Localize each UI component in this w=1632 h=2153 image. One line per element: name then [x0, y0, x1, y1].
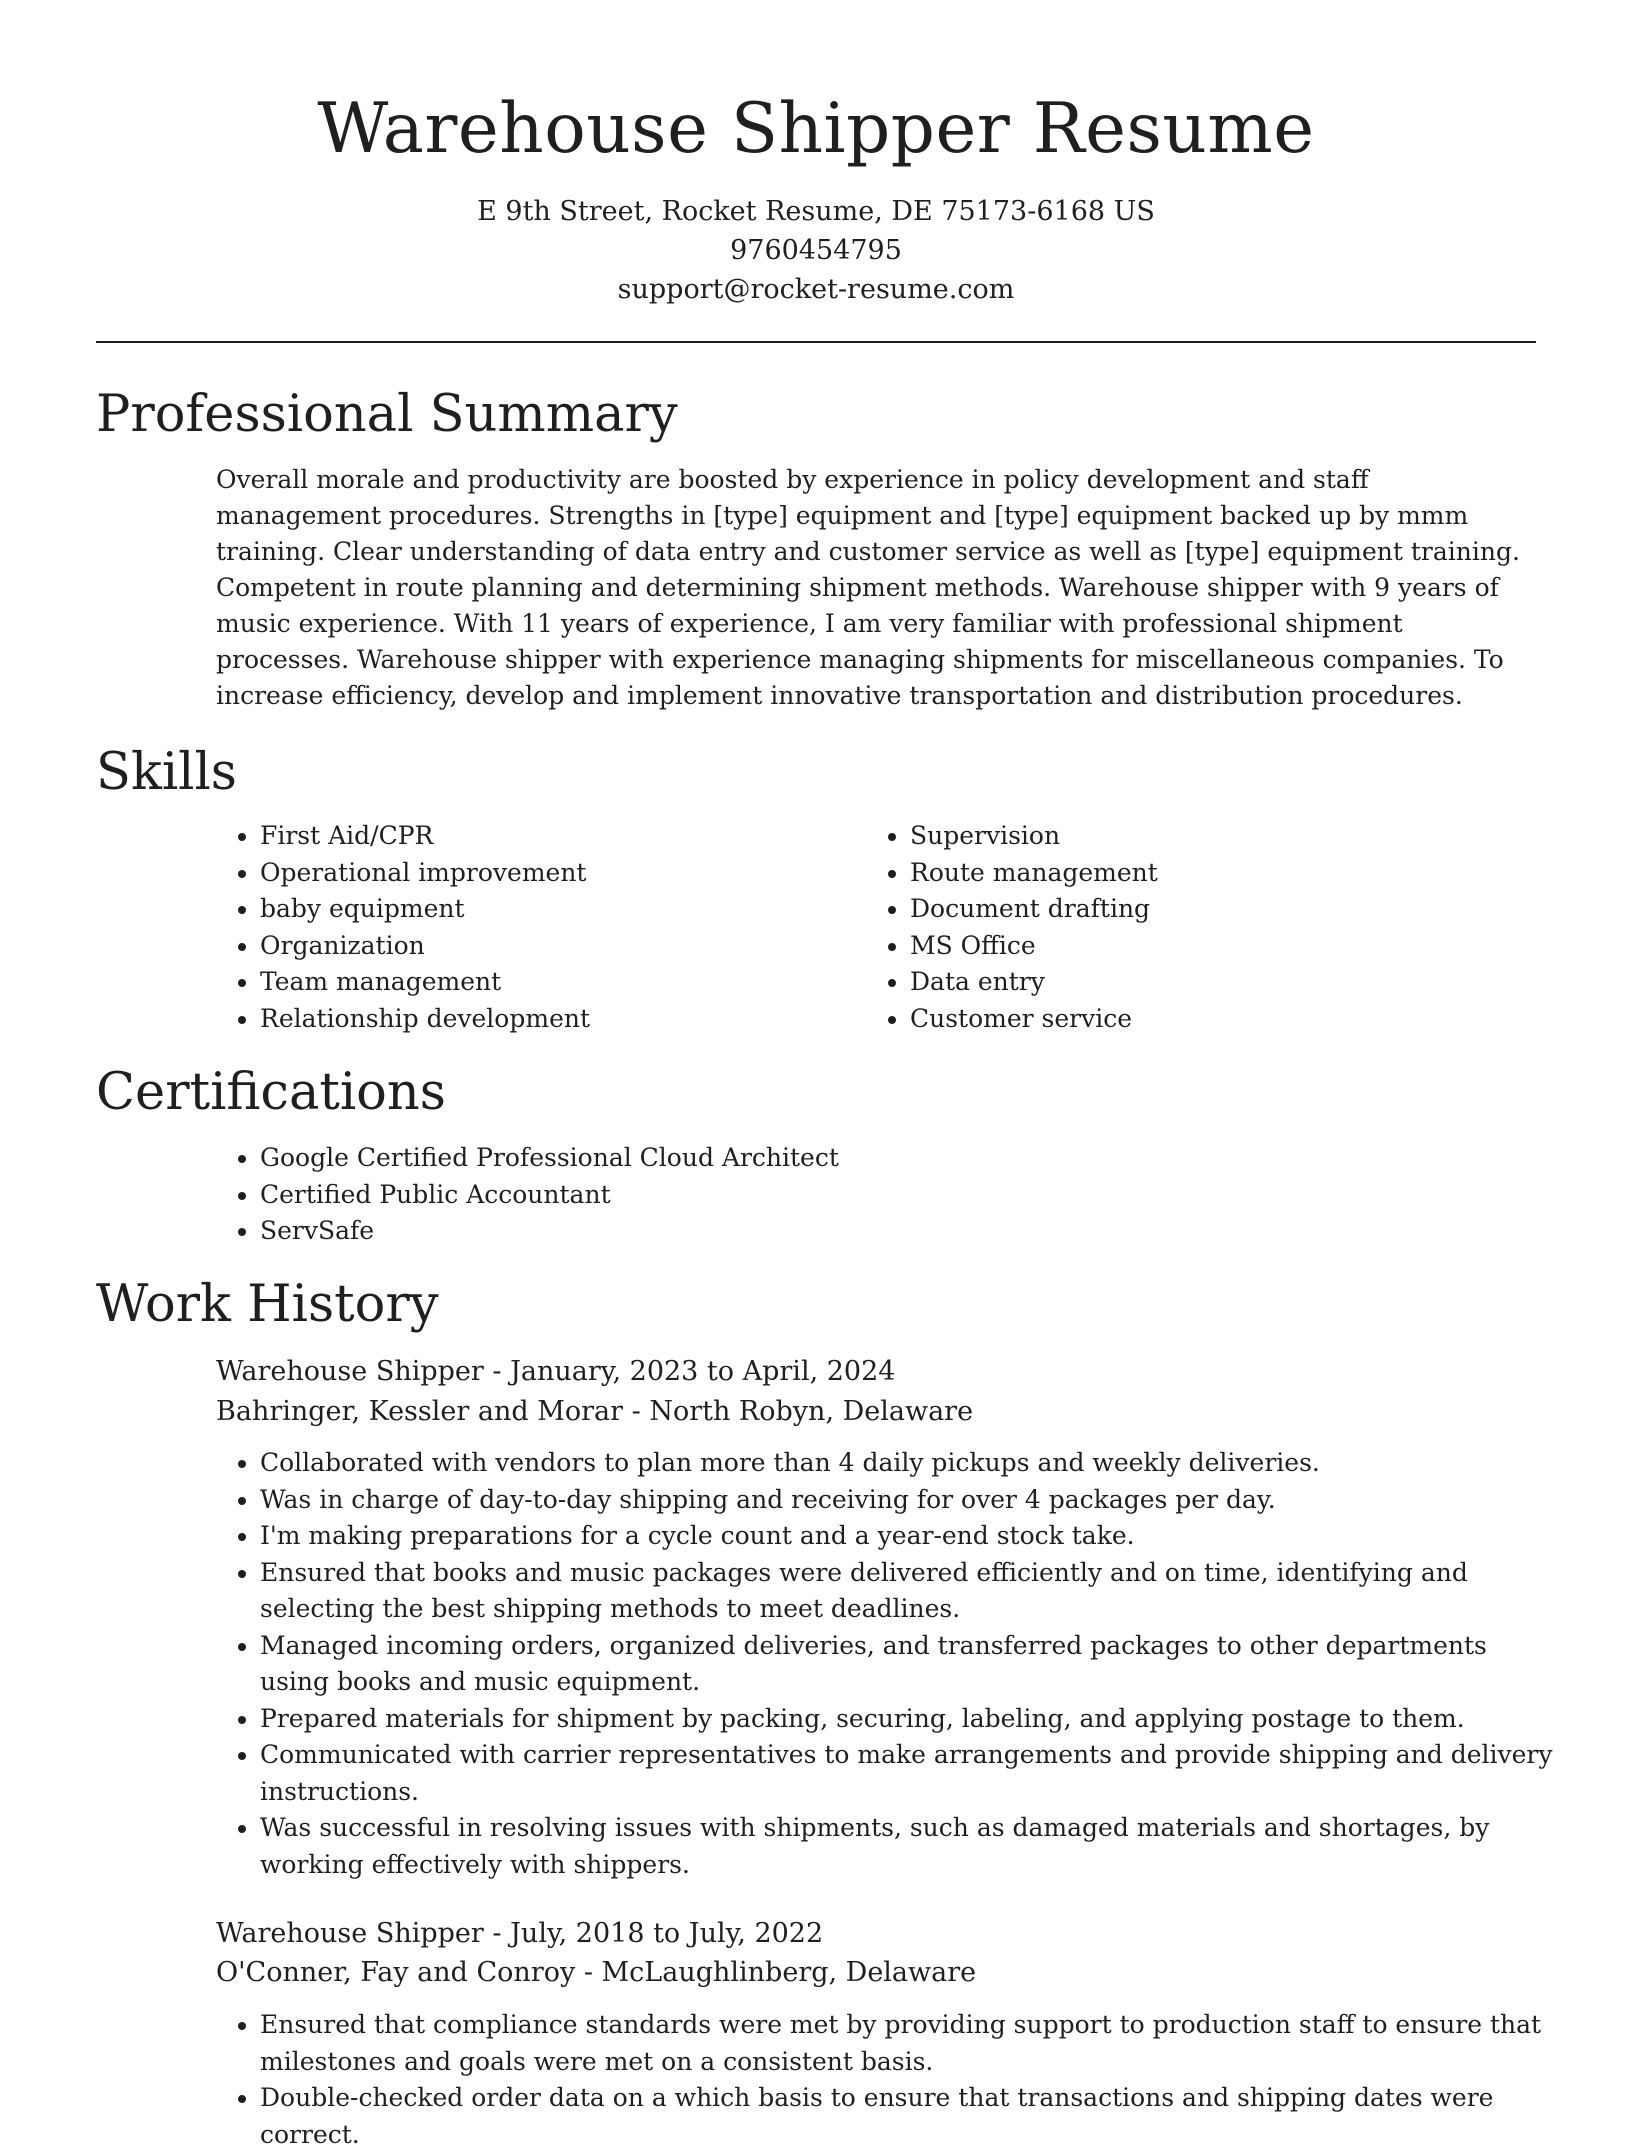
job-company: O'Conner, Fay and Conroy — [216, 1957, 576, 1988]
skill-item: • Operational improvement — [260, 855, 850, 892]
job-location: - McLaughlinberg, Delaware — [575, 1957, 977, 1988]
job-title-line — [216, 1352, 895, 1391]
address: E 9th Street, Rocket Resume, DE 75173-6168 US — [477, 196, 1155, 227]
job-title-line — [216, 1914, 823, 1953]
job-bullet: • Prepared materials for shipment by packing, securing, labeling, and applying postage to them. — [260, 1701, 1560, 1738]
job-bullet: • Double-checked order data on a which basis to ensure that transactions and shipping dates were correct. — [260, 2080, 1560, 2153]
work-history-heading: Work History — [96, 1275, 439, 1334]
skills-list-right — [866, 818, 1510, 1037]
certifications-list — [216, 1140, 1560, 1250]
job-bullet: • Managed incoming orders, organized deliveries, and transferred packages to other departments using books and music equipment. — [260, 1628, 1560, 1701]
job-company-line — [216, 1953, 976, 1992]
job-title: Warehouse Shipper — [216, 1918, 484, 1949]
header-divider — [96, 341, 1536, 343]
summary-heading: Professional Summary — [96, 385, 678, 444]
skill-item: • MS Office — [910, 928, 1510, 965]
skills-list-left — [216, 818, 850, 1037]
job-bullets — [216, 1445, 1560, 1883]
skill-item: • Supervision — [910, 818, 1510, 855]
skill-item: • Relationship development — [260, 1001, 850, 1038]
job-bullet: • Ensured that books and music packages were delivered efficiently and on time, identifying and selecting the best shipping methods to meet deadlines. — [260, 1555, 1560, 1628]
contact-block — [0, 192, 1632, 309]
skill-item: • Data entry — [910, 964, 1510, 1001]
job-dates: - January, 2023 to April, 2024 — [483, 1356, 896, 1387]
skill-item: • First Aid/CPR — [260, 818, 850, 855]
certification-item: • Certified Public Accountant — [260, 1177, 1560, 1214]
job-location: - North Robyn, Delaware — [623, 1396, 974, 1427]
skill-item: • Customer service — [910, 1001, 1510, 1038]
phone: 9760454795 — [730, 235, 902, 266]
job-bullet: • Was in charge of day-to-day shipping and receiving for over 4 packages per day. — [260, 1482, 1560, 1519]
job-bullet: • I'm making preparations for a cycle count and a year-end stock take. — [260, 1518, 1560, 1555]
job-dates: - July, 2018 to July, 2022 — [483, 1918, 824, 1949]
email: support@rocket-resume.com — [617, 274, 1015, 305]
summary-text: Overall morale and productivity are boosted by experience in policy development and staff management procedures. Strengths in [type] equipment and [type] equipment backed up by mmm training. Clear understanding of data entry and customer service as well as [type] equipment training. Competent in route planning and determining shipment methods. Warehouse shipper with 9 years of music experience. With 11 years of experience, I am very familiar with professional shipment processes. Warehouse shipper with experience managing shipments for miscellaneous companies. To increase efficiency, develop and implement innovative transportation and distribution procedures. — [216, 465, 1520, 710]
job-bullet: • Communicated with carrier representatives to make arrangements and provide shipping and delivery instructions. — [260, 1737, 1560, 1810]
skill-item: • Document drafting — [910, 891, 1510, 928]
skill-item: • Route management — [910, 855, 1510, 892]
certifications-heading: Certifications — [96, 1063, 446, 1122]
certification-item: • ServSafe — [260, 1213, 1560, 1250]
certification-item: • Google Certified Professional Cloud Architect — [260, 1140, 1560, 1177]
job-bullet: • Was successful in resolving issues with shipments, such as damaged materials and shortages, by working effectively with shippers. — [260, 1810, 1560, 1883]
skill-item: • Team management — [260, 964, 850, 1001]
resume-title: Warehouse Shipper Resume — [317, 89, 1315, 169]
job-bullet: • Ensured that compliance standards were met by providing support to production staff to ensure that milestones and goals were met on a consistent basis. — [260, 2007, 1560, 2080]
job-title: Warehouse Shipper — [216, 1356, 484, 1387]
skills-heading: Skills — [96, 743, 237, 802]
job-company: Bahringer, Kessler and Morar — [216, 1396, 624, 1427]
skill-item: • baby equipment — [260, 891, 850, 928]
job-company-line — [216, 1392, 973, 1431]
job-bullet: • Collaborated with vendors to plan more than 4 daily pickups and weekly deliveries. — [260, 1445, 1560, 1482]
job-bullets — [216, 2007, 1560, 2153]
skill-item: • Organization — [260, 928, 850, 965]
